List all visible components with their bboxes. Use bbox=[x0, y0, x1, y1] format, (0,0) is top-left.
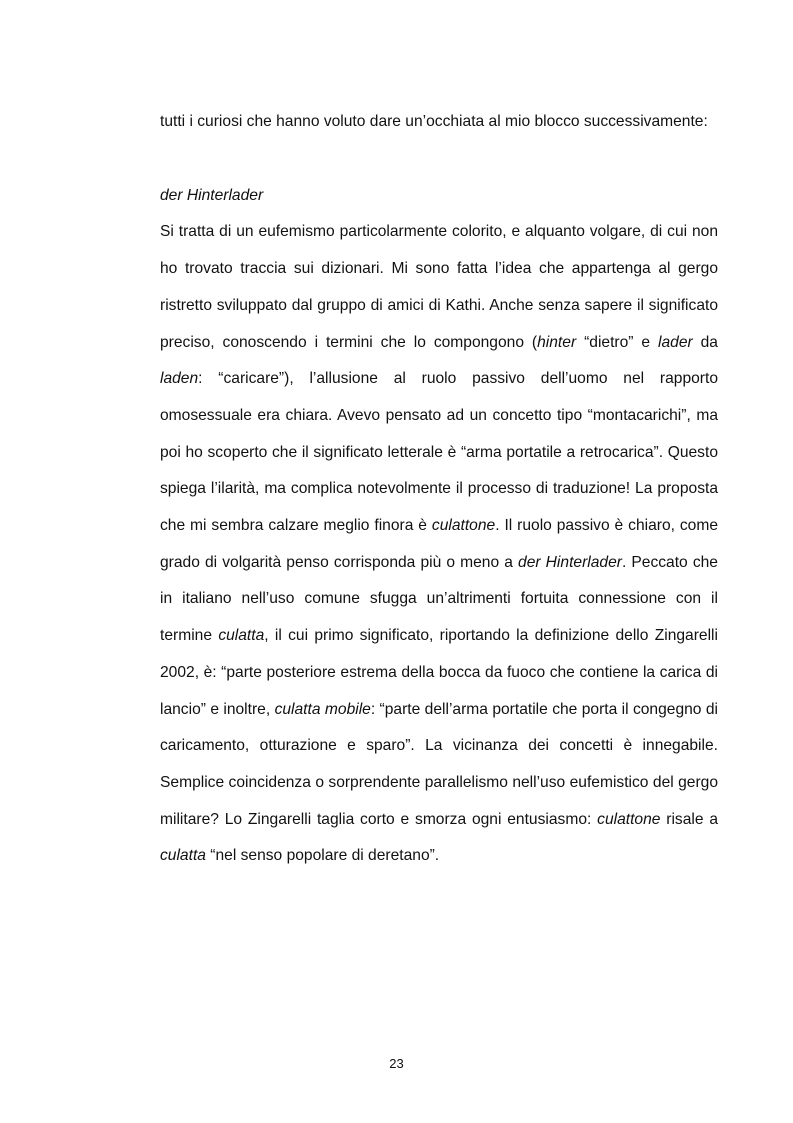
text-segment: “nel senso popolare di deretano”. bbox=[205, 847, 440, 865]
section-heading: der Hinterlader bbox=[160, 186, 264, 204]
text-segment: . Il ruolo passivo è chiaro, come grado di volgarità penso corrisponda più o meno a bbox=[160, 517, 718, 571]
text-segment: : “parte dell’arma portatile che porta il congegno di caricamento, otturazione e sparo”. La vicinanza dei concetti è innegabile. Semplice coincidenza o sorprendente parallelismo nell’uso eufemistico del gergo militare? Lo Zingarelli taglia corto e smorza ogni entusiasmo: bbox=[160, 700, 718, 828]
italic-term-der-hinterlader: der Hinterlader bbox=[518, 553, 622, 571]
text-segment: . Peccato che in italiano nell’uso comune sfugga un’altrimenti fortuita connessione con il termine bbox=[160, 553, 718, 645]
text-segment: “dietro” e bbox=[576, 333, 659, 351]
page-number: 23 bbox=[389, 1056, 404, 1071]
body-paragraph bbox=[160, 214, 718, 875]
text-segment: Si tratta di un eufemismo particolarmente colorito, e alquanto volgare, di cui non ho trovato traccia sui dizionari. Mi sono fatta l’idea che appartenga al gergo ristretto sviluppato dal gruppo di amici di Kathi. Anche senza sapere il significato preciso, conoscendo i termini che lo compongono ( bbox=[160, 223, 718, 351]
text-segment: risale a bbox=[660, 810, 718, 828]
italic-term-culatta-mobile: culatta mobile bbox=[274, 700, 371, 718]
text-segment: da bbox=[692, 333, 718, 351]
italic-term-culatta: culatta bbox=[160, 847, 206, 865]
italic-term-hinter: hinter bbox=[537, 333, 577, 351]
italic-term-lader: lader bbox=[658, 333, 693, 351]
italic-term-laden: laden bbox=[160, 370, 199, 388]
italic-term-culattone: culattone bbox=[431, 517, 496, 535]
text-segment: : “caricare”), l’allusione al ruolo passivo dell’uomo nel rapporto omosessuale era chiara. Avevo pensato ad un concetto tipo “montacarichi”, ma poi ho scoperto che il significato letterale è “arma portatile a retrocarica”. Questo spiega l’ilarità, ma complica notevolmente il processo di traduzione! La proposta che mi sembra calzare meglio finora è bbox=[160, 370, 718, 535]
italic-term-culattone: culattone bbox=[597, 810, 661, 828]
intro-paragraph: tutti i curiosi che hanno voluto dare un’occhiata al mio blocco successivamente: bbox=[160, 113, 708, 130]
italic-term-culatta: culatta bbox=[218, 627, 265, 645]
text-segment: , il cui primo significato, riportando la definizione dello Zingarelli 2002, è: “parte posteriore estrema della bocca da fuoco che contiene la carica di lancio” e inoltre, bbox=[160, 627, 718, 718]
page-content bbox=[160, 104, 718, 875]
